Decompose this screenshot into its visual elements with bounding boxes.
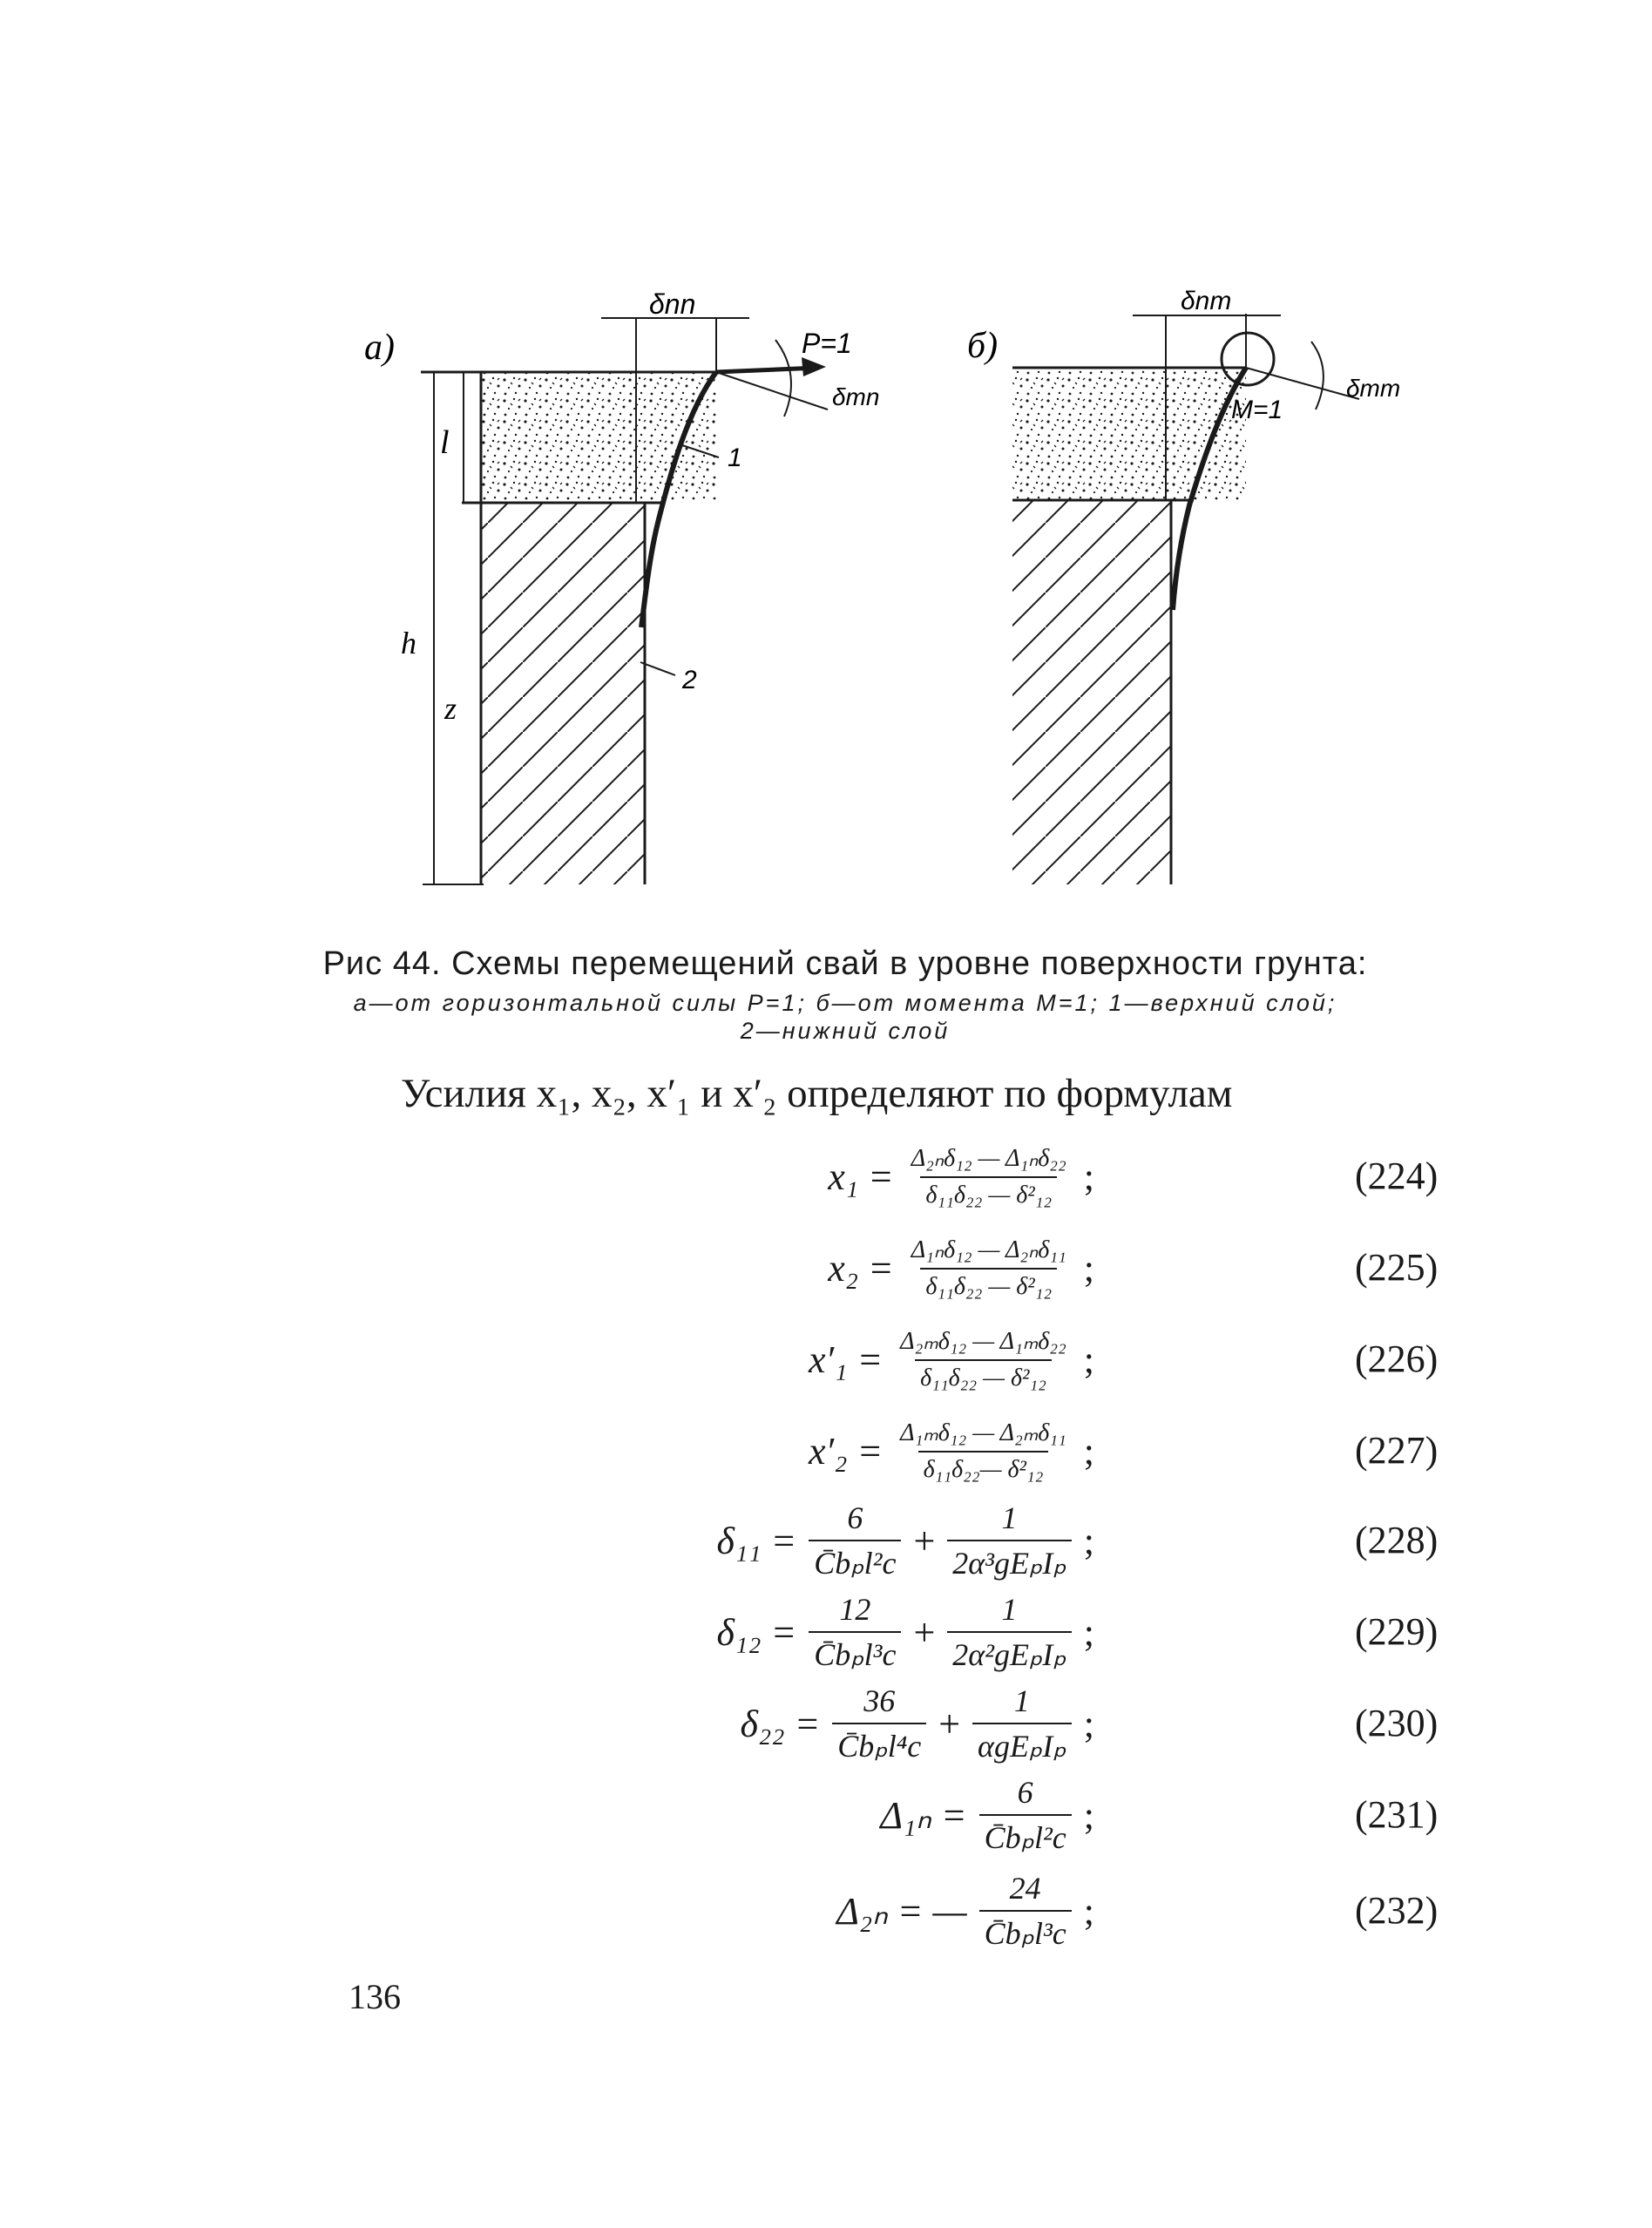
plus-sign: + — [913, 1610, 936, 1654]
equation-row — [0, 1588, 1652, 1676]
equation-lhs: Δ₁ₙ = — [880, 1793, 967, 1837]
panel-a-label: а) — [364, 328, 395, 368]
fraction-numerator: 1 — [1013, 1683, 1030, 1718]
equation-formula — [828, 1133, 1094, 1220]
fraction — [809, 1500, 901, 1581]
semicolon: ; — [1083, 1519, 1094, 1562]
fraction-denominator: 2α³gEₚIₚ — [947, 1540, 1072, 1581]
equation-lhs: δ₁₁ = — [716, 1519, 797, 1562]
caption-line-3: 2—нижний слой — [740, 1018, 951, 1044]
fraction-denominator: 2α²gEₚIₚ — [947, 1631, 1072, 1673]
equation-formula — [809, 1407, 1094, 1494]
equation-lhs: δ₁₂ = — [716, 1610, 797, 1654]
panel-a — [364, 288, 879, 884]
fraction — [906, 1235, 1072, 1301]
equation-lhs: x′₂ = — [809, 1429, 884, 1473]
equation-number: (229) — [1355, 1610, 1439, 1653]
semicolon: ; — [1083, 1246, 1094, 1290]
fraction — [947, 1500, 1072, 1581]
equation-formula — [828, 1224, 1094, 1311]
equation-formula — [741, 1680, 1094, 1767]
equation-row — [0, 1867, 1652, 1954]
equation-formula — [716, 1497, 1094, 1584]
fraction — [972, 1683, 1072, 1764]
equation-row — [0, 1133, 1652, 1220]
equation-lhs: Δ₂ₙ = — — [836, 1889, 967, 1933]
equation-number: (232) — [1355, 1889, 1439, 1932]
equation-number: (228) — [1355, 1519, 1439, 1561]
equation-row — [0, 1316, 1652, 1403]
equation-formula — [836, 1867, 1094, 1954]
equation-number: (231) — [1355, 1793, 1439, 1836]
b-moment-label: M=1 — [1231, 396, 1283, 424]
b-rotation-label: δmm — [1346, 375, 1401, 402]
fraction-numerator: 6 — [847, 1500, 863, 1535]
moment-circle-icon — [1222, 333, 1274, 385]
fraction-numerator: 12 — [839, 1592, 871, 1627]
panel-b-label: б) — [967, 326, 999, 366]
semicolon: ; — [1083, 1429, 1094, 1473]
intro-sentence: Усилия x₁, x₂, x′₁ и x′₂ определяют по формулам — [401, 1071, 1233, 1116]
equation-formula — [716, 1588, 1094, 1676]
fraction-denominator: αgEₚIₚ — [972, 1723, 1072, 1764]
semicolon: ; — [1083, 1155, 1094, 1198]
fraction-denominator: δ₁₁δ₂₂— δ²₁₂ — [918, 1451, 1049, 1484]
fraction-denominator: C̄bₚl³c — [809, 1631, 901, 1673]
plus-sign: + — [913, 1519, 936, 1562]
equation-number: (227) — [1355, 1429, 1439, 1472]
fraction-numerator: 1 — [1001, 1500, 1018, 1535]
fraction — [947, 1591, 1072, 1673]
a-force-label: P=1 — [802, 328, 852, 359]
equation-number: (226) — [1355, 1337, 1439, 1380]
panel-b — [967, 287, 1400, 884]
fraction-denominator: C̄bₚl²c — [979, 1814, 1072, 1856]
fraction-numerator: 1 — [1001, 1592, 1018, 1627]
fraction-denominator: C̄bₚl⁴c — [832, 1723, 926, 1764]
fraction — [832, 1683, 926, 1764]
fraction — [895, 1326, 1072, 1392]
equation-lhs: δ₂₂ = — [740, 1702, 821, 1745]
equation-number: (230) — [1355, 1702, 1439, 1744]
equation-lhs: x₂ = — [828, 1246, 894, 1290]
semicolon: ; — [1083, 1610, 1094, 1654]
semicolon: ; — [1083, 1793, 1094, 1837]
fraction-numerator: 6 — [1017, 1775, 1033, 1810]
fraction-numerator: Δ₁ₘδ₁₂ — Δ₂ₘδ₁₁ — [900, 1419, 1066, 1446]
a-curve2-label: 2 — [682, 666, 697, 694]
fraction-numerator: Δ₁ₙδ₁₂ — Δ₂ₙδ₁₁ — [911, 1236, 1066, 1263]
fraction-numerator: 36 — [863, 1683, 896, 1718]
equation-number: (224) — [1355, 1155, 1439, 1197]
a-dim-h: h — [401, 626, 416, 660]
fraction-denominator: C̄bₚl³c — [979, 1910, 1072, 1952]
fraction — [895, 1418, 1072, 1484]
fraction-numerator: Δ₂ₙδ₁₂ — Δ₁ₙδ₂₂ — [911, 1145, 1066, 1172]
equation-row — [0, 1680, 1652, 1767]
fraction-numerator: Δ₂ₘδ₁₂ — Δ₁ₘδ₂₂ — [900, 1328, 1066, 1355]
fraction-denominator: C̄bₚl²c — [809, 1540, 901, 1581]
lower-layer-a — [481, 503, 645, 884]
fraction-denominator: δ₁₁δ₂₂ — δ²₁₂ — [920, 1176, 1057, 1209]
fraction — [979, 1870, 1072, 1952]
figure-caption-title: Рис 44. Схемы перемещений свай в уровне поверхности грунта: — [322, 945, 1368, 982]
figure-caption-legend — [279, 989, 1412, 1045]
a-dim-l: l — [440, 424, 450, 461]
lower-layer-b — [1012, 500, 1171, 884]
a-top-dimension: δnn — [649, 288, 696, 320]
page-number: 136 — [349, 1977, 401, 2016]
semicolon: ; — [1083, 1702, 1094, 1745]
equation-row — [0, 1497, 1652, 1584]
a-dim-z: z — [444, 691, 457, 726]
plus-sign: + — [938, 1702, 961, 1745]
equation-lhs: x₁ = — [828, 1155, 894, 1198]
a-rotation-label: δmn — [832, 383, 880, 410]
fraction — [809, 1591, 901, 1673]
semicolon: ; — [1083, 1337, 1094, 1381]
equation-formula — [809, 1316, 1094, 1403]
pile-displacement-figure — [0, 0, 1652, 941]
a-curve1-label: 1 — [728, 444, 742, 472]
fraction — [906, 1143, 1072, 1209]
fraction-denominator: δ₁₁δ₂₂ — δ²₁₂ — [915, 1359, 1052, 1392]
equation-row — [0, 1224, 1652, 1311]
equation-number: (225) — [1355, 1246, 1439, 1289]
fraction-denominator: δ₁₁δ₂₂ — δ²₁₂ — [920, 1268, 1057, 1301]
equation-row — [0, 1771, 1652, 1859]
caption-line-2: а—от горизонтальной силы P=1; б—от момента M=1; 1—верхний слой; — [353, 990, 1337, 1016]
fraction — [979, 1774, 1072, 1856]
equation-lhs: x′₁ = — [809, 1337, 884, 1381]
equation-row — [0, 1407, 1652, 1494]
fraction-numerator: 24 — [1009, 1871, 1041, 1906]
b-top-dimension: δnm — [1181, 287, 1232, 315]
semicolon: ; — [1083, 1889, 1094, 1933]
equation-formula — [880, 1771, 1094, 1859]
